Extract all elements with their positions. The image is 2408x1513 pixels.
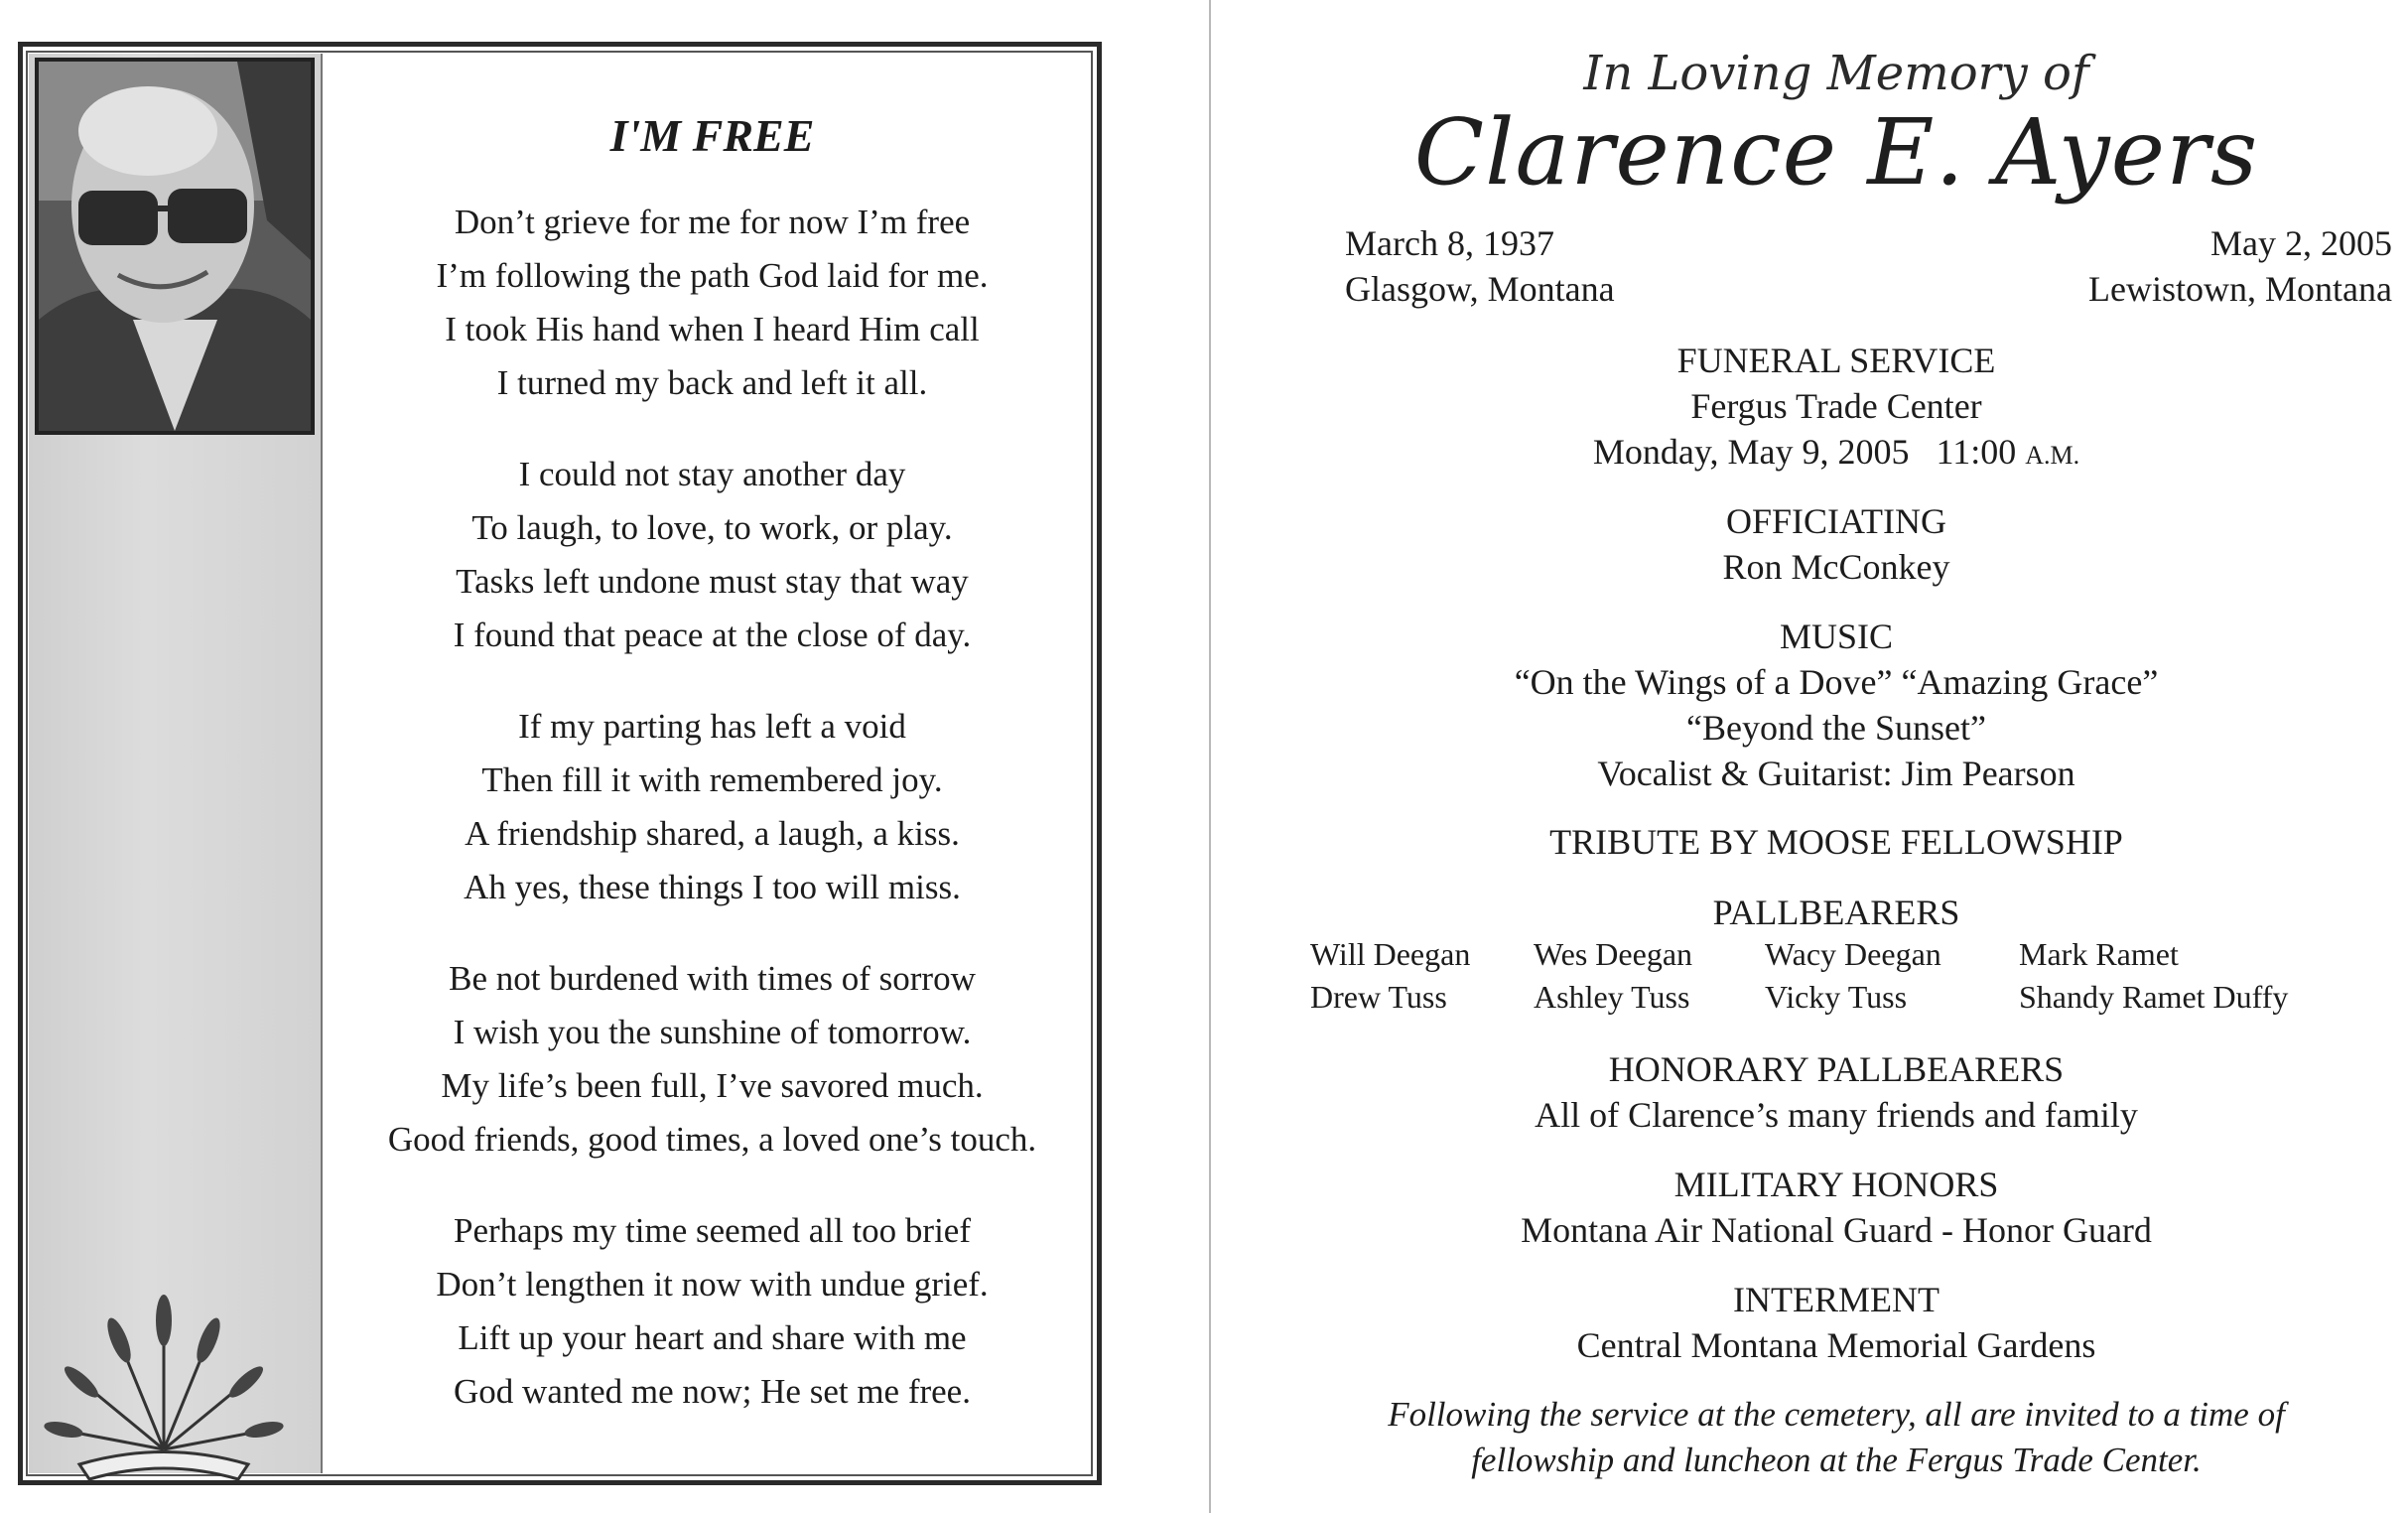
funeral-location: Fergus Trade Center	[1690, 386, 1982, 426]
pallbearer-name: Drew Tuss	[1310, 979, 1447, 1015]
pallbearer-name: Wes Deegan	[1534, 936, 1693, 972]
officiant-name: Ron McConkey	[1722, 547, 1950, 587]
pallbearer-name: Vicky Tuss	[1765, 979, 1908, 1015]
poem	[328, 109, 1097, 1456]
funeral-date: Monday, May 9, 2005	[1592, 432, 1910, 472]
poem-line: I took His hand when I heard Him call	[445, 310, 980, 348]
music-songs-line1: “On the Wings of a Dove” “Amazing Grace”	[1514, 662, 2159, 702]
closing-note	[1280, 1392, 2392, 1483]
birth-date: March 8, 1937	[1345, 223, 1554, 263]
pallbearers-heading: PALLBEARERS	[1712, 893, 1960, 932]
pallbearer-name: Wacy Deegan	[1765, 936, 1941, 972]
music-section	[1280, 614, 2392, 796]
honorary-heading: HONORARY PALLBEARERS	[1608, 1049, 2065, 1089]
birth-info	[1345, 220, 1615, 312]
poem-line: I could not stay another day	[518, 455, 906, 493]
pallbearer-name: Mark Ramet	[2019, 936, 2179, 972]
poem-title: I'M FREE	[609, 110, 815, 161]
military-text: Montana Air National Guard - Honor Guard	[1521, 1210, 2152, 1250]
closing-line1: Following the service at the cemetery, all are invited to a time of	[1388, 1395, 2285, 1434]
music-performer: Vocalist & Guitarist: Jim Pearson	[1597, 754, 2075, 793]
memorial-heading: In Loving Memory of	[1583, 46, 2089, 101]
tribute-heading: TRIBUTE BY MOOSE FELLOWSHIP	[1549, 822, 2123, 862]
poem-line: If my parting has left a void	[518, 707, 906, 746]
poem-line: My life’s been full, I’ve savored much.	[441, 1066, 984, 1105]
poem-line: I turned my back and left it all.	[496, 363, 928, 402]
poem-line: Then fill it with remembered joy.	[481, 760, 943, 799]
honorary-pallbearers-section	[1280, 1046, 2392, 1138]
pallbearer-name: Will Deegan	[1310, 936, 1471, 972]
tribute-section	[1280, 819, 2392, 865]
poem-line: Lift up your heart and share with me	[458, 1318, 967, 1357]
interment-heading: INTERMENT	[1733, 1280, 1940, 1319]
music-heading: MUSIC	[1779, 617, 1894, 656]
officiating-heading: OFFICIATING	[1725, 501, 1946, 541]
poem-line: Don’t grieve for me for now I’m free	[454, 203, 971, 241]
honorary-text: All of Clarence’s many friends and family	[1535, 1095, 2138, 1135]
poem-line: Tasks left undone must stay that way	[456, 562, 969, 601]
music-songs-line2: “Beyond the Sunset”	[1686, 708, 1986, 748]
death-info	[2088, 220, 2392, 312]
poem-line: Perhaps my time seemed all too brief	[454, 1211, 971, 1250]
pallbearer-name: Ashley Tuss	[1534, 979, 1690, 1015]
funeral-datetime	[1280, 429, 2392, 479]
poem-stanza	[328, 196, 1097, 410]
poem-line: A friendship shared, a laugh, a kiss.	[465, 814, 960, 853]
interment-text: Central Montana Memorial Gardens	[1576, 1325, 2096, 1365]
birth-place: Glasgow, Montana	[1345, 269, 1615, 309]
funeral-heading: FUNERAL SERVICE	[1676, 341, 1996, 380]
poem-line: Don’t lengthen it now with undue grief.	[436, 1265, 989, 1304]
portrait-photo	[35, 58, 315, 435]
pallbearers-list	[1310, 933, 2402, 1019]
poem-stanza	[328, 952, 1097, 1167]
death-date: May 2, 2005	[2210, 223, 2392, 263]
poem-line: I’m following the path God laid for me.	[436, 256, 989, 295]
poem-stanza	[328, 700, 1097, 914]
interment-section	[1280, 1277, 2392, 1368]
funeral-time: 11:00	[1936, 432, 2017, 472]
deceased-name: Clarence E. Ayers	[1413, 99, 2259, 206]
pallbearers-section	[1280, 890, 2392, 935]
pallbearer-name: Shandy Ramet Duffy	[2019, 979, 2289, 1015]
poem-line: I wish you the sunshine of tomorrow.	[453, 1013, 972, 1051]
portrait-image	[39, 62, 311, 431]
page-fold-divider	[1209, 0, 1211, 1513]
poem-line: Good friends, good times, a loved one’s touch.	[387, 1120, 1037, 1159]
funeral-service-section	[1280, 338, 2392, 479]
death-place: Lewistown, Montana	[2088, 269, 2392, 309]
military-honors-section	[1280, 1162, 2392, 1253]
military-heading: MILITARY HONORS	[1673, 1165, 1999, 1204]
poem-line: God wanted me now; He set me free.	[454, 1372, 971, 1411]
poem-stanza	[328, 1204, 1097, 1419]
poem-line: To laugh, to love, to work, or play.	[471, 508, 953, 547]
closing-line2: fellowship and luncheon at the Fergus Trade Center.	[1471, 1441, 2202, 1479]
poem-line: I found that peace at the close of day.	[453, 616, 972, 654]
service-program	[1280, 0, 2392, 1513]
poem-line: Ah yes, these things I too will miss.	[464, 868, 961, 906]
wheat-bundle-icon	[40, 1291, 288, 1489]
funeral-time-suffix: A.M.	[2025, 441, 2080, 470]
poem-stanza	[328, 448, 1097, 662]
officiating-section	[1280, 498, 2392, 590]
poem-line: Be not burdened with times of sorrow	[449, 959, 976, 998]
